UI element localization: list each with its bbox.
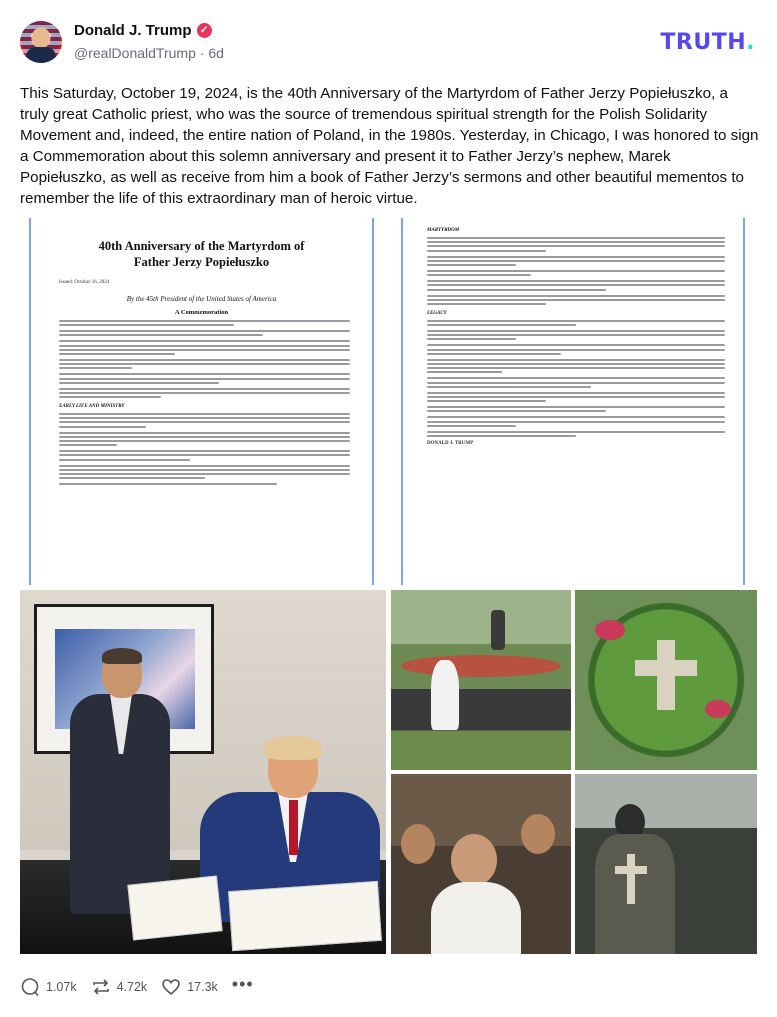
document-paragraph xyxy=(427,377,725,387)
document-paragraph xyxy=(427,416,725,426)
avatar[interactable] xyxy=(20,21,62,63)
memento-photo-grid[interactable] xyxy=(391,590,757,954)
post-time[interactable]: 6d xyxy=(208,45,224,61)
retruth-icon xyxy=(91,977,111,997)
document-paragraph xyxy=(59,465,350,480)
post-text: This Saturday, October 19, 2024, is the 40th Anniversary of the Martyrdom of Father Jerzy Popiełuszko, a truly great Catholic priest, who was the source of tremendous spiritual strength for the Polish Solidarity Movement and, indeed, the entire nation of Poland, in the 1980s. Yesterday, in Chicago, I was honored to sign a Commemoration about this solemn anniversary and present it to Father Jerzy’s nephew, Marek Popiełuszko, as well as receive from him a book of Father Jerzy’s sermons and other beautiful mementos to remember the life of this extraordinary man of heroic virtue. xyxy=(20,85,759,207)
separator: · xyxy=(199,45,205,61)
retruth-button[interactable] xyxy=(91,977,148,997)
like-count: 17.3k xyxy=(187,980,218,994)
logo-text: TRUTH xyxy=(660,30,747,55)
verified-badge-icon: ✓ xyxy=(197,23,212,38)
heart-icon xyxy=(161,977,181,997)
logo-dot: . xyxy=(746,30,755,55)
document-paragraph xyxy=(427,256,725,266)
reply-icon xyxy=(20,977,40,997)
document-section-heading: EARLY LIFE AND MINISTRY xyxy=(59,404,125,410)
more-options-icon: ••• xyxy=(231,973,254,994)
document-paragraph xyxy=(59,483,350,485)
document-title-line-2: Father Jerzy Popiełuszko xyxy=(133,255,270,269)
author-name[interactable]: Donald J. Trump xyxy=(74,22,192,39)
document-title-line-1: 40th Anniversary of the Martyrdom of xyxy=(98,239,305,253)
document-paragraph xyxy=(59,359,350,369)
document-paragraph xyxy=(427,344,725,354)
document-section-heading: MARTYRDOM xyxy=(427,228,460,233)
photo-tile-priest-mass xyxy=(575,774,757,954)
commemoration-page-1[interactable] xyxy=(29,218,374,585)
document-paragraph xyxy=(59,388,350,398)
reply-button[interactable] xyxy=(20,977,77,997)
folder-paper xyxy=(127,875,222,940)
signed-document xyxy=(228,881,382,951)
author-name-row[interactable] xyxy=(74,22,212,39)
document-issued: Issued: October 16, 2024 xyxy=(59,280,110,285)
document-paragraph xyxy=(59,450,350,460)
document-paragraph xyxy=(427,392,725,402)
document-title xyxy=(31,238,372,270)
document-paragraph xyxy=(59,320,350,326)
author-handle[interactable]: @realDonaldTrump xyxy=(74,45,196,61)
photo-tile-grave-aerial xyxy=(575,590,757,770)
document-section-heading: LEGACY xyxy=(427,310,447,316)
document-paragraph xyxy=(427,237,725,252)
like-button[interactable] xyxy=(161,977,218,997)
document-signature: DONALD J. TRUMP xyxy=(427,440,474,446)
document-paragraph xyxy=(427,280,725,290)
commemoration-page-2[interactable] xyxy=(401,218,745,585)
photo-tile-grave-prayer xyxy=(391,590,571,770)
document-paragraph xyxy=(427,330,725,340)
document-by-line: By the 45th President of the United States of America xyxy=(126,295,277,303)
truth-logo[interactable] xyxy=(660,30,755,55)
document-heading: A Commemoration xyxy=(174,309,229,316)
document-paragraph xyxy=(59,373,350,383)
signing-photo[interactable] xyxy=(20,590,386,954)
post-actions xyxy=(20,975,268,999)
document-paragraph xyxy=(427,320,725,326)
more-options-button[interactable] xyxy=(231,973,254,995)
document-paragraph xyxy=(59,340,350,355)
document-paragraph xyxy=(59,413,350,428)
reply-count: 1.07k xyxy=(46,980,77,994)
photo-tile-priest-crowd xyxy=(391,774,571,954)
document-paragraph xyxy=(427,406,725,412)
document-paragraph xyxy=(427,270,725,276)
document-paragraph xyxy=(427,295,725,305)
document-paragraph xyxy=(427,431,725,437)
post-header xyxy=(20,18,757,68)
author-handle-row xyxy=(74,45,224,61)
document-paragraph xyxy=(427,359,725,374)
document-paragraph xyxy=(59,330,350,336)
document-paragraph xyxy=(59,432,350,447)
retruth-count: 4.72k xyxy=(116,980,148,994)
